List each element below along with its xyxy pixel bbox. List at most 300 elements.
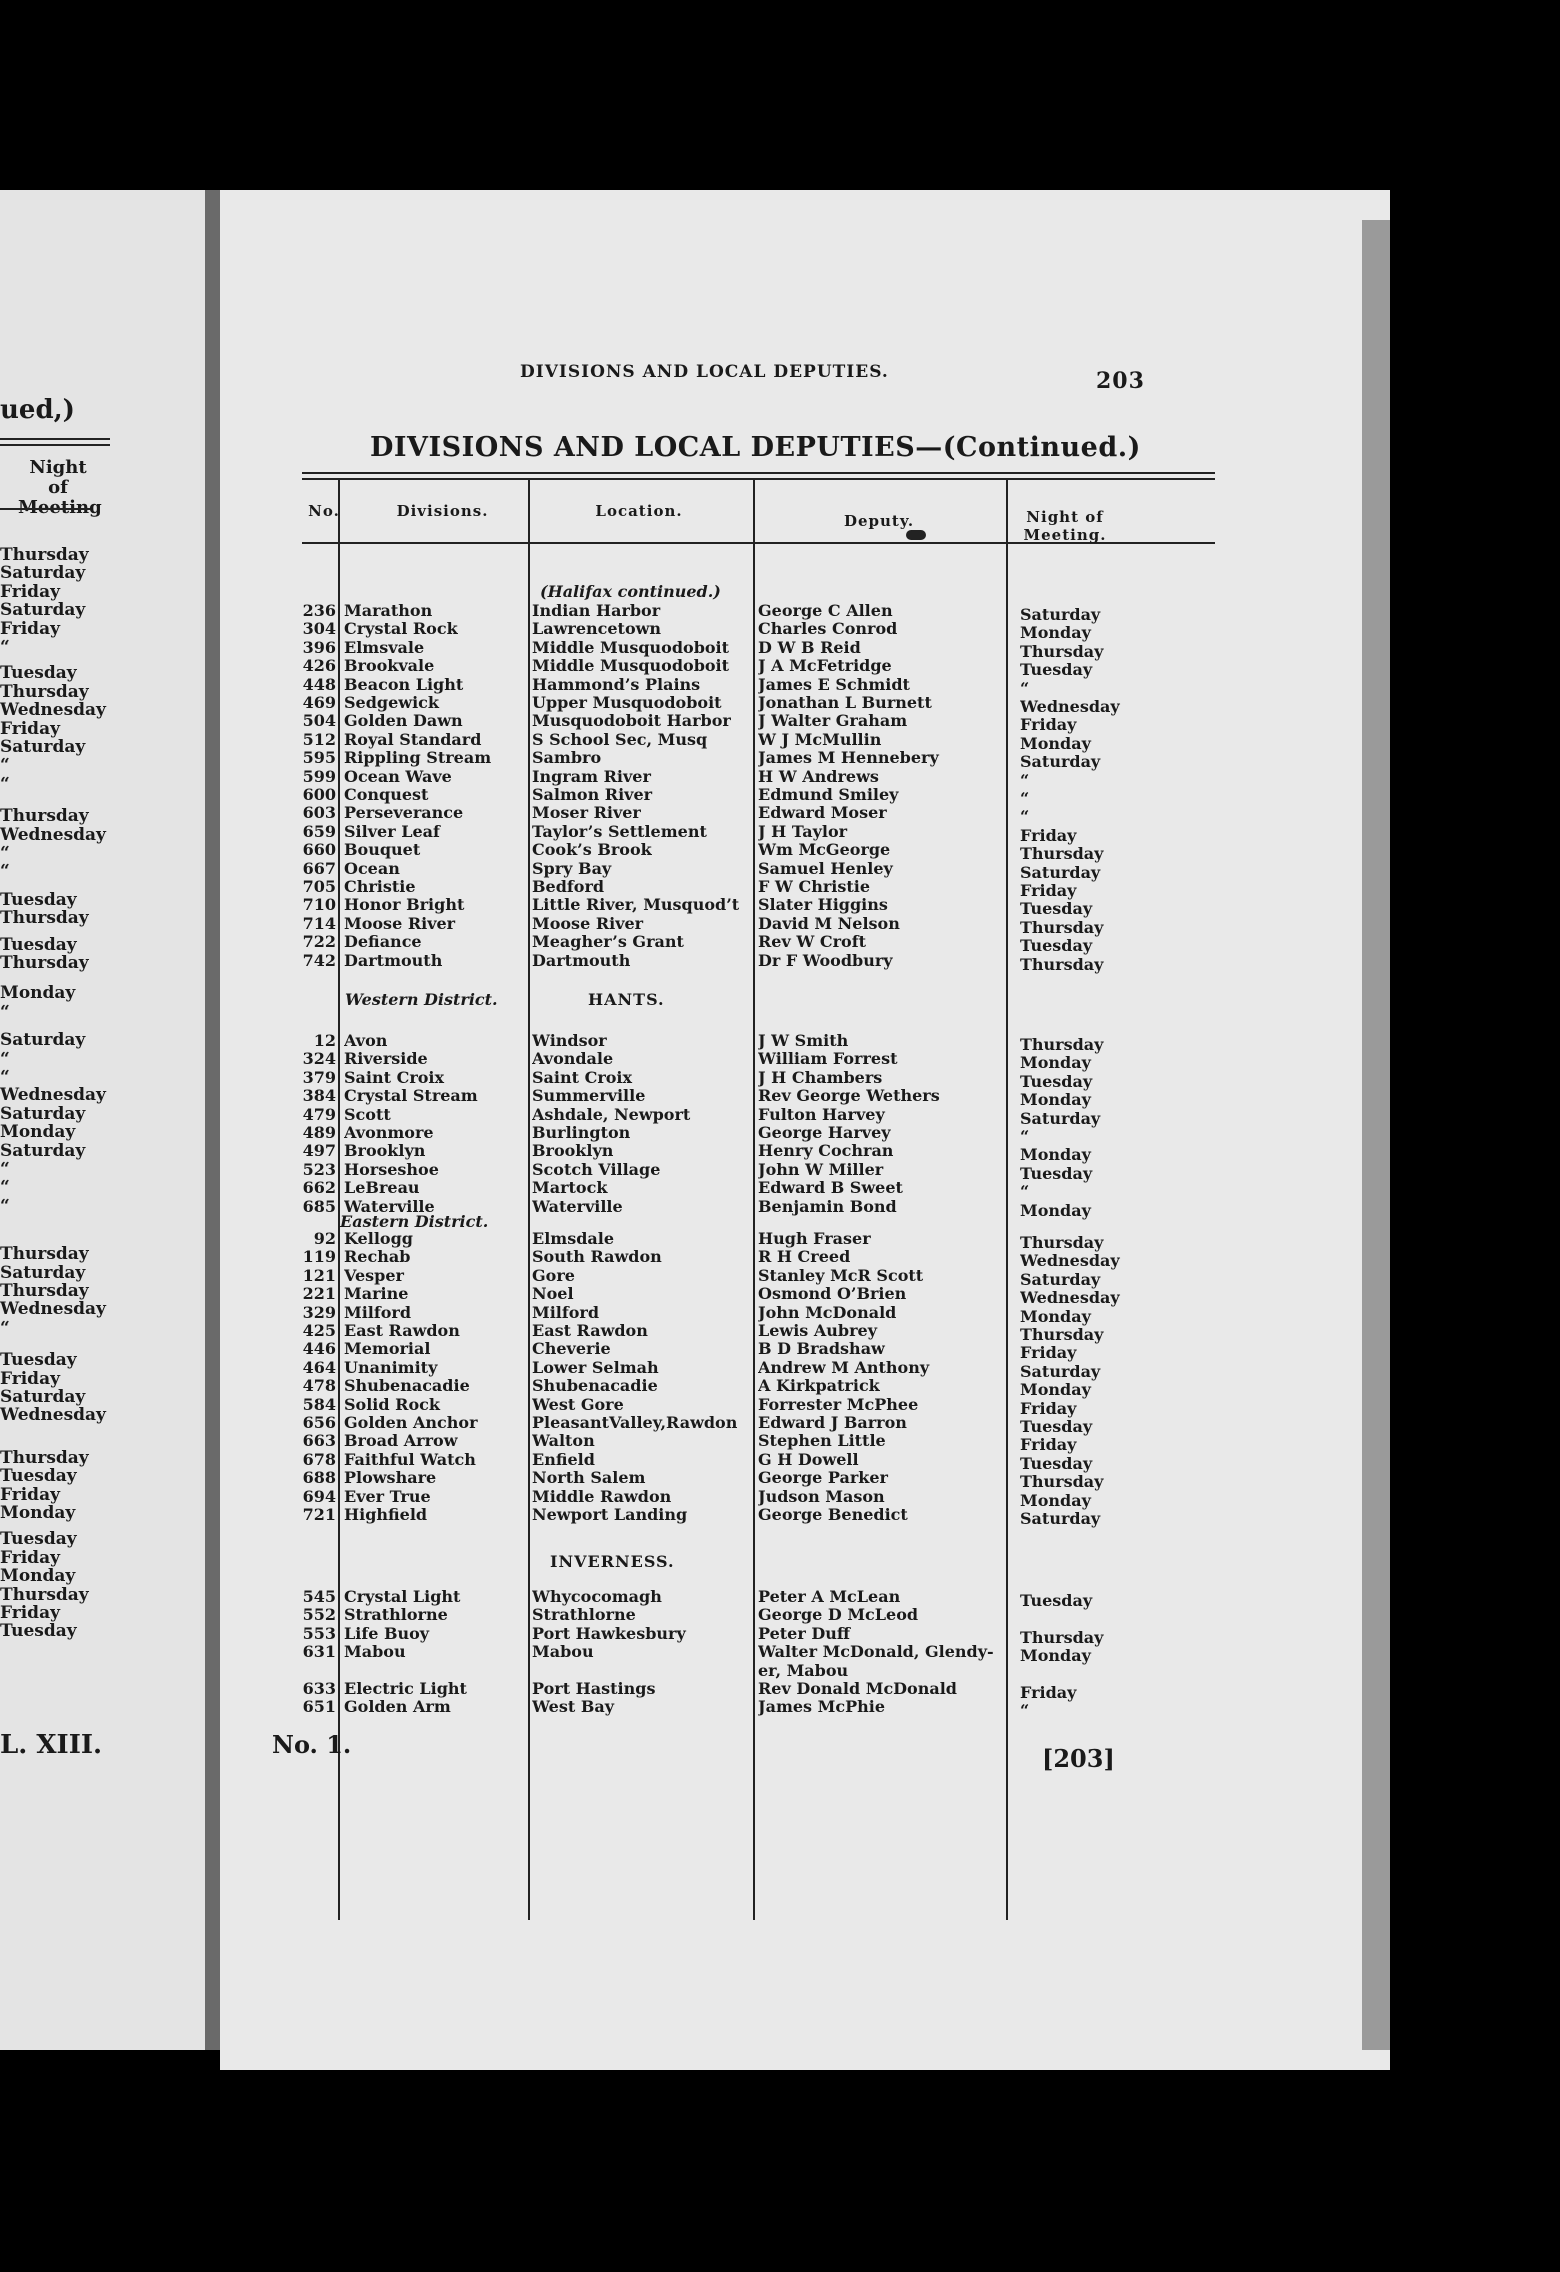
cell-division: Elmsvale: [344, 638, 425, 657]
cell-deputy: G H Dowell: [758, 1450, 859, 1469]
cell-division: Honor Bright: [344, 896, 465, 915]
left-day: “: [0, 1195, 10, 1216]
left-day: Thursday: [0, 681, 89, 702]
left-day: Friday: [0, 1368, 60, 1389]
left-rule: [0, 438, 110, 440]
cell-division: Avon: [344, 1032, 388, 1050]
left-day: Wednesday: [0, 1299, 106, 1320]
left-page-fragment: [0, 190, 205, 2050]
cell-location: Burlington: [532, 1124, 631, 1142]
cell-division: Unanimity: [344, 1358, 438, 1377]
cell-location: Port Hawkesbury: [532, 1624, 686, 1643]
cell-deputy: Hugh Fraser: [758, 1230, 871, 1248]
book-gutter: [205, 190, 220, 2050]
cell-night: Thursday: [1020, 1628, 1104, 1647]
cell-location: West Gore: [532, 1395, 624, 1414]
cell-no: 478: [302, 1377, 336, 1396]
cell-deputy: Rev George Wethers: [758, 1087, 940, 1106]
cell-no: 121: [302, 1266, 336, 1285]
cell-no: 600: [302, 786, 336, 804]
cell-no: 721: [302, 1506, 336, 1524]
cell-deputy: Peter Duff: [758, 1624, 850, 1643]
cell-division: Broad Arrow: [344, 1432, 458, 1451]
cell-location: Cook’s Brook: [532, 841, 652, 860]
cell-deputy: R H Creed: [758, 1248, 851, 1267]
cell-division: Royal Standard: [344, 730, 482, 749]
cell-night: Wednesday: [1020, 698, 1120, 716]
cell-location: Walton: [532, 1432, 595, 1451]
cell-night: Friday: [1020, 716, 1077, 735]
cell-night: Tuesday: [1020, 1164, 1093, 1183]
cell-division: Marathon: [344, 602, 433, 620]
col-header-division: Divisions.: [396, 502, 489, 520]
cell-night: Monday: [1020, 1381, 1091, 1400]
section-inverness: INVERNESS.: [550, 1552, 675, 1571]
col-header-location: Location.: [595, 502, 683, 520]
left-day: Friday: [0, 618, 60, 639]
cell-night: Monday: [1020, 1054, 1091, 1073]
left-day: “: [0, 773, 10, 794]
left-day: “: [0, 1001, 10, 1022]
cell-no: 504: [302, 712, 336, 731]
cell-location: Lawrencetown: [532, 620, 662, 639]
cell-no: 694: [302, 1487, 336, 1506]
cell-no: 656: [302, 1414, 336, 1432]
cell-night: Saturday: [1020, 1362, 1101, 1381]
cell-deputy: Charles Conrod: [758, 620, 898, 639]
cell-division: Avonmore: [344, 1124, 434, 1142]
cell-deputy: Edmund Smiley: [758, 786, 899, 804]
cell-location: Brooklyn: [532, 1142, 614, 1161]
left-rule: [0, 508, 90, 510]
cell-division: Scott: [344, 1105, 391, 1124]
cell-location: Spry Bay: [532, 859, 612, 878]
cell-night: Wednesday: [1020, 1252, 1120, 1271]
cell-night: Thursday: [1020, 845, 1104, 864]
cell-deputy: George D McLeod: [758, 1606, 919, 1625]
left-day: Monday: [0, 1503, 76, 1523]
cell-no: 553: [302, 1624, 336, 1643]
cell-location: Middle Musquodoboit: [532, 657, 730, 676]
cell-division: Solid Rock: [344, 1395, 440, 1414]
section-eastern: Eastern District.: [340, 1212, 489, 1231]
cell-location: Waterville: [532, 1197, 623, 1216]
cell-no: 663: [302, 1432, 336, 1451]
left-day: “: [0, 861, 10, 882]
cell-division: Highfield: [344, 1506, 428, 1524]
left-day: Saturday: [0, 1262, 86, 1283]
cell-division: Kellogg: [344, 1230, 413, 1248]
col-header-no: No.: [308, 502, 340, 520]
left-day: “: [0, 1177, 10, 1198]
cell-night: “: [1020, 1128, 1030, 1146]
column-rule: [528, 480, 530, 1920]
left-day: Tuesday: [0, 1529, 77, 1550]
cell-no: 678: [302, 1450, 336, 1469]
cell-division: Christie: [344, 878, 416, 896]
cell-no: 685: [302, 1197, 336, 1216]
section-hants: HANTS.: [588, 990, 665, 1009]
cell-night: Monday: [1020, 1307, 1091, 1326]
cell-no: 497: [302, 1142, 336, 1161]
cell-location: Avondale: [532, 1050, 614, 1069]
section-halifax: (Halifax continued.): [540, 582, 721, 601]
cell-night: Monday: [1020, 1647, 1091, 1666]
cell-division: Ocean: [344, 859, 400, 878]
cell-division: Faithful Watch: [344, 1450, 476, 1469]
cell-division: Conquest: [344, 786, 429, 804]
cell-night: Monday: [1020, 1146, 1091, 1165]
cell-deputy: John McDonald: [758, 1303, 897, 1322]
cell-no: 469: [302, 694, 336, 712]
cell-deputy: George Parker: [758, 1469, 888, 1488]
left-day: Tuesday: [0, 1350, 77, 1371]
cell-location: Shubenacadie: [532, 1377, 658, 1396]
cell-night: Monday: [1020, 1491, 1091, 1510]
cell-deputy: Judson Mason: [758, 1487, 885, 1506]
left-day: Thursday: [0, 1244, 89, 1265]
cell-night: Monday: [1020, 734, 1091, 753]
cell-no: 714: [302, 914, 336, 933]
cell-deputy: James M Hennebery: [758, 749, 939, 768]
cell-night: Friday: [1020, 1344, 1077, 1363]
left-day: Saturday: [0, 1030, 86, 1051]
cell-no: 710: [302, 896, 336, 915]
cell-division: Milford: [344, 1303, 412, 1322]
cell-deputy: F W Christie: [758, 878, 870, 896]
cell-night: Tuesday: [1020, 1592, 1093, 1610]
footer-number: No. 1.: [272, 1730, 352, 1759]
cell-no: 633: [302, 1680, 336, 1698]
cell-division: Saint Croix: [344, 1068, 445, 1087]
cell-deputy: Osmond O’Brien: [758, 1285, 907, 1304]
cell-division: Memorial: [344, 1340, 431, 1359]
footer-folio: [203]: [1042, 1744, 1115, 1773]
cell-night: “: [1020, 771, 1030, 790]
cell-division: Plowshare: [344, 1469, 437, 1488]
cell-deputy: J H Taylor: [758, 822, 848, 841]
cell-night: Thursday: [1020, 642, 1104, 661]
cell-division: Mabou: [344, 1643, 406, 1662]
cell-division: Ocean Wave: [344, 767, 452, 786]
cell-deputy: Forrester McPhee: [758, 1395, 919, 1414]
cell-location: Dartmouth: [532, 951, 631, 970]
cell-night: Friday: [1020, 1436, 1077, 1455]
cell-division: Strathlorne: [344, 1606, 448, 1625]
left-day: Thursday: [0, 806, 89, 827]
cell-division: Brooklyn: [344, 1142, 426, 1161]
cell-location: Windsor: [532, 1032, 607, 1050]
left-day: Monday: [0, 1566, 76, 1587]
cell-night: Tuesday: [1020, 937, 1093, 956]
cell-deputy: William Forrest: [758, 1050, 898, 1069]
cell-deputy: er, Mabou: [758, 1661, 849, 1680]
cell-no: 545: [302, 1588, 336, 1606]
cell-division: Waterville: [344, 1197, 435, 1216]
cell-location: Noel: [532, 1285, 574, 1304]
cell-deputy: J Walter Graham: [758, 712, 908, 731]
left-day: Thursday: [0, 1281, 89, 1301]
cell-deputy: James E Schmidt: [758, 675, 910, 694]
cell-location: Scotch Village: [532, 1160, 661, 1179]
cell-deputy: Stanley McR Scott: [758, 1266, 924, 1285]
cell-location: Ingram River: [532, 767, 651, 786]
cell-no: 425: [302, 1322, 336, 1340]
cell-night: “: [1020, 790, 1030, 808]
left-day: Tuesday: [0, 1466, 77, 1487]
cell-no: 512: [302, 730, 336, 749]
cell-division: Perseverance: [344, 804, 464, 823]
left-day: Friday: [0, 1484, 60, 1505]
cell-location: Ashdale, Newport: [532, 1105, 691, 1124]
cell-deputy: Fulton Harvey: [758, 1105, 885, 1124]
left-day: “: [0, 637, 10, 657]
cell-location: Upper Musquodoboit: [532, 694, 722, 712]
cell-location: Saint Croix: [532, 1068, 633, 1087]
cell-deputy: Andrew M Anthony: [758, 1358, 930, 1377]
left-day: Friday: [0, 1603, 60, 1623]
cell-night: Thursday: [1020, 918, 1104, 937]
cell-division: Rechab: [344, 1248, 411, 1267]
cell-no: 742: [302, 951, 336, 970]
cell-night: Saturday: [1020, 863, 1101, 882]
cell-location: Milford: [532, 1303, 600, 1322]
left-rule: [0, 444, 110, 446]
cell-night: Thursday: [1020, 1036, 1104, 1054]
cell-night: Thursday: [1020, 955, 1104, 974]
cell-night: Saturday: [1020, 1109, 1101, 1128]
cell-deputy: H W Andrews: [758, 767, 879, 786]
ink-smudge: [906, 530, 926, 540]
cell-location: Middle Musquodoboit: [532, 638, 730, 657]
cell-no: 489: [302, 1124, 336, 1142]
cell-division: LeBreau: [344, 1179, 420, 1198]
cell-deputy: W J McMullin: [758, 730, 882, 749]
cell-deputy: Samuel Henley: [758, 859, 893, 878]
cell-deputy: J H Chambers: [758, 1068, 883, 1087]
section-western: Western District.: [345, 990, 498, 1009]
cell-location: Hammond’s Plains: [532, 675, 701, 694]
column-rule: [1006, 480, 1008, 1920]
cell-division: Crystal Rock: [344, 620, 458, 639]
cell-division: Crystal Stream: [344, 1087, 478, 1106]
cell-night: Thursday: [1020, 1326, 1104, 1344]
cell-location: PleasantValley,Rawdon: [532, 1414, 738, 1432]
cell-division: Shubenacadie: [344, 1377, 470, 1396]
left-day: “: [0, 1048, 10, 1069]
cell-no: 722: [302, 933, 336, 952]
left-day: Tuesday: [0, 889, 77, 910]
left-day: Saturday: [0, 1103, 86, 1124]
cell-deputy: D W B Reid: [758, 638, 861, 657]
cell-deputy: David M Nelson: [758, 914, 900, 933]
cell-no: 659: [302, 822, 336, 841]
cell-deputy: Henry Cochran: [758, 1142, 894, 1161]
cell-division: Brookvale: [344, 657, 435, 676]
left-day: Monday: [0, 983, 76, 1004]
cell-deputy: Edward Moser: [758, 804, 887, 823]
cell-no: 448: [302, 675, 336, 694]
left-day: “: [0, 1067, 10, 1087]
cell-no: 236: [302, 602, 336, 620]
cell-location: Lower Selmah: [532, 1358, 659, 1377]
col-header-night: Night of Meeting.: [1023, 508, 1107, 544]
page-number: 203: [1096, 368, 1145, 394]
left-day: Wednesday: [0, 1405, 106, 1426]
left-day: Thursday: [0, 1584, 89, 1605]
cell-no: 396: [302, 638, 336, 657]
cell-division: East Rawdon: [344, 1322, 460, 1340]
left-day: “: [0, 1317, 10, 1338]
table-top-rule: [302, 472, 1215, 474]
cell-division: Riverside: [344, 1050, 428, 1069]
cell-location: Moose River: [532, 914, 644, 933]
cell-location: Moser River: [532, 804, 641, 823]
left-day: Saturday: [0, 737, 86, 757]
cell-night: Saturday: [1020, 606, 1101, 624]
cell-location: West Bay: [532, 1698, 614, 1717]
cell-deputy: Rev W Croft: [758, 933, 866, 952]
cell-deputy: Jonathan L Burnett: [758, 694, 932, 712]
cell-night: Saturday: [1020, 1510, 1101, 1528]
cell-no: 552: [302, 1606, 336, 1625]
cell-division: Golden Dawn: [344, 712, 463, 731]
cell-location: Port Hastings: [532, 1680, 656, 1698]
cell-no: 119: [302, 1248, 336, 1267]
left-day: Tuesday: [0, 1621, 77, 1642]
cell-location: North Salem: [532, 1469, 646, 1488]
left-day: Thursday: [0, 1447, 89, 1468]
cell-division: Golden Arm: [344, 1698, 451, 1717]
cell-no: 446: [302, 1340, 336, 1359]
page-title: DIVISIONS AND LOCAL DEPUTIES—(Continued.): [370, 432, 1141, 463]
cell-no: 12: [313, 1032, 336, 1050]
left-day: Tuesday: [0, 934, 77, 955]
running-head: DIVISIONS AND LOCAL DEPUTIES.: [520, 362, 889, 382]
cell-deputy: Rev Donald McDonald: [758, 1680, 957, 1698]
cell-night: Tuesday: [1020, 900, 1093, 919]
cell-night: Thursday: [1020, 1234, 1104, 1252]
cell-location: Taylor’s Settlement: [532, 822, 707, 841]
cell-location: Whycocomagh: [532, 1588, 662, 1606]
cell-no: 595: [302, 749, 336, 768]
cell-location: East Rawdon: [532, 1322, 648, 1340]
cell-night: “: [1020, 1183, 1030, 1202]
cell-no: 464: [302, 1358, 336, 1377]
cell-no: 603: [302, 804, 336, 823]
cell-night: Thursday: [1020, 1473, 1104, 1492]
left-day: Thursday: [0, 908, 89, 929]
left-day: Saturday: [0, 1387, 86, 1407]
cell-no: 705: [302, 878, 336, 896]
cell-no: 92: [313, 1230, 336, 1248]
cell-deputy: B D Bradshaw: [758, 1340, 885, 1359]
cell-location: Gore: [532, 1266, 575, 1285]
cell-night: Tuesday: [1020, 1072, 1093, 1091]
cell-no: 651: [302, 1698, 336, 1717]
left-title-tail: ued,): [0, 395, 75, 425]
cell-division: Bouquet: [344, 841, 421, 860]
cell-night: Wednesday: [1020, 1289, 1120, 1308]
cell-location: Bedford: [532, 878, 605, 896]
cell-night: Monday: [1020, 624, 1091, 643]
col-header-deputy: Deputy.: [843, 512, 915, 530]
cell-location: Little River, Musquod’t: [532, 896, 740, 915]
cell-no: 384: [302, 1087, 336, 1106]
cell-location: Strathlorne: [532, 1606, 636, 1625]
left-day: Saturday: [0, 600, 86, 621]
cell-deputy: John W Miller: [758, 1160, 884, 1179]
cell-location: Cheverie: [532, 1340, 611, 1359]
cell-night: Monday: [1020, 1091, 1091, 1110]
cell-location: Summerville: [532, 1087, 646, 1106]
cell-night: Monday: [1020, 1201, 1091, 1220]
left-day: Wednesday: [0, 700, 106, 721]
left-day: Thursday: [0, 545, 89, 565]
cell-no: 379: [302, 1068, 336, 1087]
cell-division: Silver Leaf: [344, 822, 440, 841]
cell-night: “: [1020, 808, 1030, 827]
cell-no: 584: [302, 1395, 336, 1414]
cell-location: South Rawdon: [532, 1248, 662, 1267]
cell-night: Saturday: [1020, 753, 1101, 772]
cell-deputy: Stephen Little: [758, 1432, 886, 1451]
cell-division: Moose River: [344, 914, 456, 933]
column-rule: [753, 480, 755, 1920]
cell-night: Saturday: [1020, 1270, 1101, 1289]
left-day: Saturday: [0, 563, 86, 584]
cell-deputy: Lewis Aubrey: [758, 1322, 877, 1340]
left-day: “: [0, 843, 10, 863]
cell-no: 667: [302, 859, 336, 878]
cell-division: Dartmouth: [344, 951, 443, 970]
cell-night: Friday: [1020, 882, 1077, 900]
cell-night: Friday: [1020, 1399, 1077, 1418]
cell-location: Indian Harbor: [532, 602, 661, 620]
cell-night: Tuesday: [1020, 1418, 1093, 1436]
column-rule: [338, 480, 340, 1920]
cell-division: Vesper: [344, 1266, 404, 1285]
cell-location: Middle Rawdon: [532, 1487, 672, 1506]
cell-no: 523: [302, 1160, 336, 1179]
left-day: Friday: [0, 1547, 60, 1568]
left-day: Saturday: [0, 1140, 86, 1161]
table-top-rule: [302, 478, 1215, 480]
left-day: Monday: [0, 1122, 76, 1143]
left-day: Friday: [0, 718, 60, 739]
left-day: Friday: [0, 581, 60, 602]
cell-night: Friday: [1020, 1684, 1077, 1702]
cell-division: Crystal Light: [344, 1588, 461, 1606]
cell-division: Marine: [344, 1285, 409, 1304]
cell-night: “: [1020, 1702, 1030, 1721]
left-day: Tuesday: [0, 663, 77, 684]
cell-division: Golden Anchor: [344, 1414, 478, 1432]
cell-division: Electric Light: [344, 1680, 467, 1698]
cell-division: Defiance: [344, 933, 422, 952]
cell-no: 662: [302, 1179, 336, 1198]
cell-location: Sambro: [532, 749, 602, 768]
left-day: Thursday: [0, 953, 89, 973]
cell-location: Meagher’s Grant: [532, 933, 684, 952]
left-column-header: Night of Meeting: [18, 457, 102, 518]
cell-no: 324: [302, 1050, 336, 1069]
cell-division: Life Buoy: [344, 1624, 430, 1643]
cell-deputy: Slater Higgins: [758, 896, 888, 915]
left-day: “: [0, 755, 10, 776]
left-day: “: [0, 1159, 10, 1179]
left-footer: L. XIII.: [0, 1730, 103, 1760]
